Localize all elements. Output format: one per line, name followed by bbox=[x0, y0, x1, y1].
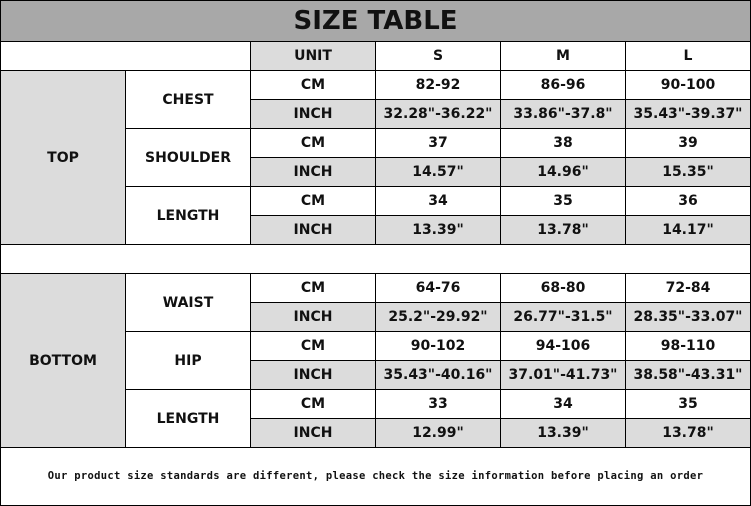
value-cell: 35.43"-39.37" bbox=[626, 100, 750, 129]
value-cell: 34 bbox=[376, 187, 501, 216]
value-cell: 34 bbox=[501, 390, 626, 419]
value-cell: 90-100 bbox=[626, 71, 750, 100]
section-label: BOTTOM bbox=[1, 274, 126, 448]
measure-label: LENGTH bbox=[126, 187, 251, 245]
value-cell: 72-84 bbox=[626, 274, 750, 303]
measure-label: HIP bbox=[126, 332, 251, 390]
section-spacer bbox=[1, 245, 750, 274]
measure-label: SHOULDER bbox=[126, 129, 251, 187]
value-cell: 28.35"-33.07" bbox=[626, 303, 750, 332]
value-cell: 36 bbox=[626, 187, 750, 216]
measure-label: LENGTH bbox=[126, 390, 251, 448]
unit-cell: INCH bbox=[251, 100, 376, 129]
header-size-cell: M bbox=[501, 42, 626, 71]
table-title: SIZE TABLE bbox=[1, 1, 750, 42]
value-cell: 14.17" bbox=[626, 216, 750, 245]
value-cell: 38.58"-43.31" bbox=[626, 361, 750, 390]
unit-cell: CM bbox=[251, 332, 376, 361]
value-cell: 33 bbox=[376, 390, 501, 419]
value-cell: 82-92 bbox=[376, 71, 501, 100]
unit-cell: CM bbox=[251, 71, 376, 100]
value-cell: 39 bbox=[626, 129, 750, 158]
unit-cell: INCH bbox=[251, 303, 376, 332]
header-unit-cell: UNIT bbox=[251, 42, 376, 71]
value-cell: 12.99" bbox=[376, 419, 501, 448]
unit-cell: INCH bbox=[251, 216, 376, 245]
measure-label: WAIST bbox=[126, 274, 251, 332]
value-cell: 94-106 bbox=[501, 332, 626, 361]
measure-label: CHEST bbox=[126, 71, 251, 129]
value-cell: 37 bbox=[376, 129, 501, 158]
value-cell: 14.57" bbox=[376, 158, 501, 187]
value-cell: 13.78" bbox=[501, 216, 626, 245]
unit-cell: INCH bbox=[251, 158, 376, 187]
value-cell: 13.39" bbox=[376, 216, 501, 245]
value-cell: 13.78" bbox=[626, 419, 750, 448]
unit-cell: CM bbox=[251, 390, 376, 419]
unit-cell: CM bbox=[251, 187, 376, 216]
value-cell: 26.77"-31.5" bbox=[501, 303, 626, 332]
unit-cell: INCH bbox=[251, 361, 376, 390]
size-note: Our product size standards are different, please check the size information before placing an order bbox=[47, 470, 704, 482]
value-cell: 33.86"-37.8" bbox=[501, 100, 626, 129]
unit-cell: CM bbox=[251, 129, 376, 158]
header-blank-cell bbox=[1, 42, 251, 71]
value-cell: 35 bbox=[501, 187, 626, 216]
value-cell: 90-102 bbox=[376, 332, 501, 361]
section-label: TOP bbox=[1, 71, 126, 245]
value-cell: 68-80 bbox=[501, 274, 626, 303]
value-cell: 25.2"-29.92" bbox=[376, 303, 501, 332]
value-cell: 37.01"-41.73" bbox=[501, 361, 626, 390]
value-cell: 38 bbox=[501, 129, 626, 158]
value-cell: 13.39" bbox=[501, 419, 626, 448]
value-cell: 98-110 bbox=[626, 332, 750, 361]
value-cell: 15.35" bbox=[626, 158, 750, 187]
value-cell: 14.96" bbox=[501, 158, 626, 187]
value-cell: 32.28"-36.22" bbox=[376, 100, 501, 129]
unit-cell: CM bbox=[251, 274, 376, 303]
value-cell: 35.43"-40.16" bbox=[376, 361, 501, 390]
value-cell: 64-76 bbox=[376, 274, 501, 303]
value-cell: 86-96 bbox=[501, 71, 626, 100]
header-size-cell: S bbox=[376, 42, 501, 71]
header-size-cell: L bbox=[626, 42, 750, 71]
value-cell: 35 bbox=[626, 390, 750, 419]
unit-cell: INCH bbox=[251, 419, 376, 448]
